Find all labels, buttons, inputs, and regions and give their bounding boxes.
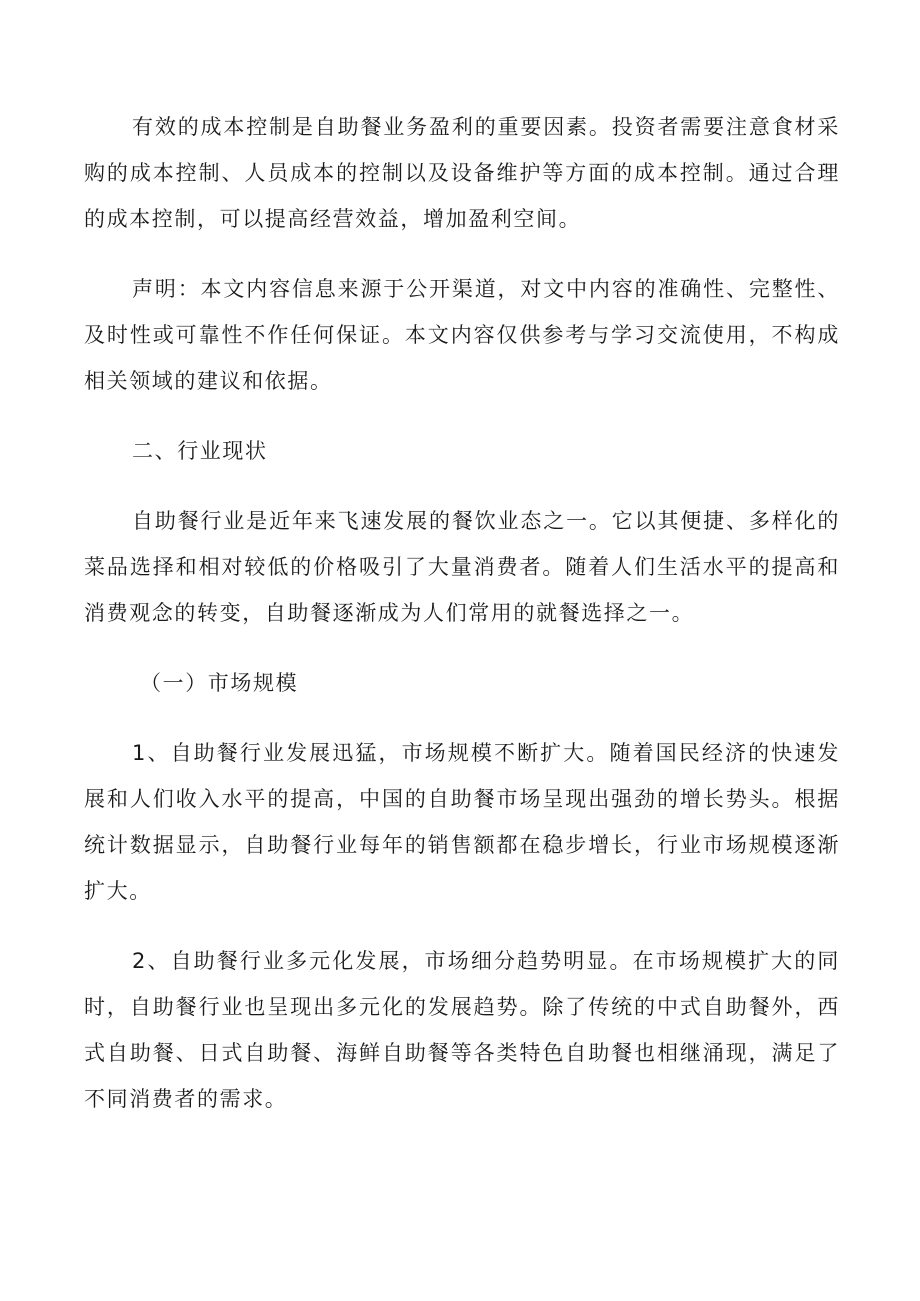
paragraph-disclaimer: 声明：本文内容信息来源于公开渠道，对文中内容的准确性、完整性、及时性或可靠性不作任何保证。本文内容仅供参考与学习交流使用，不构成相关领域的建议和依据。 [84, 277, 840, 393]
subsection-heading-market-size: （一）市场规模 [140, 671, 299, 695]
paragraph-cost-control: 有效的成本控制是自助餐业务盈利的重要因素。投资者需要注意食材采购的成本控制、人员成本的控制以及设备维护等方面的成本控制。通过合理的成本控制，可以提高经营效益，增加盈利空间。 [84, 115, 840, 231]
paragraph-point-2: 2、自助餐行业多元化发展，市场细分趋势明显。在市场规模扩大的同时，自助餐行业也呈现出多元化的发展趋势。除了传统的中式自助餐外，西式自助餐、日式自助餐、海鲜自助餐等各类特色自助餐也相继涌现，满足了不同消费者的需求。 [84, 949, 840, 1111]
section-heading-industry-status: 二、行业现状 [132, 439, 268, 463]
paragraph-point-1: 1、自助餐行业发展迅猛，市场规模不断扩大。随着国民经济的快速发展和人们收入水平的提高，中国的自助餐市场呈现出强劲的增长势头。根据统计数据显示，自助餐行业每年的销售额都在稳步增长，行业市场规模逐渐扩大。 [84, 741, 840, 903]
paragraph-industry-intro: 自助餐行业是近年来飞速发展的餐饮业态之一。它以其便捷、多样化的菜品选择和相对较低的价格吸引了大量消费者。随着人们生活水平的提高和消费观念的转变，自助餐逐渐成为人们常用的就餐选择之一。 [84, 509, 840, 625]
document-body [84, 104, 840, 1146]
